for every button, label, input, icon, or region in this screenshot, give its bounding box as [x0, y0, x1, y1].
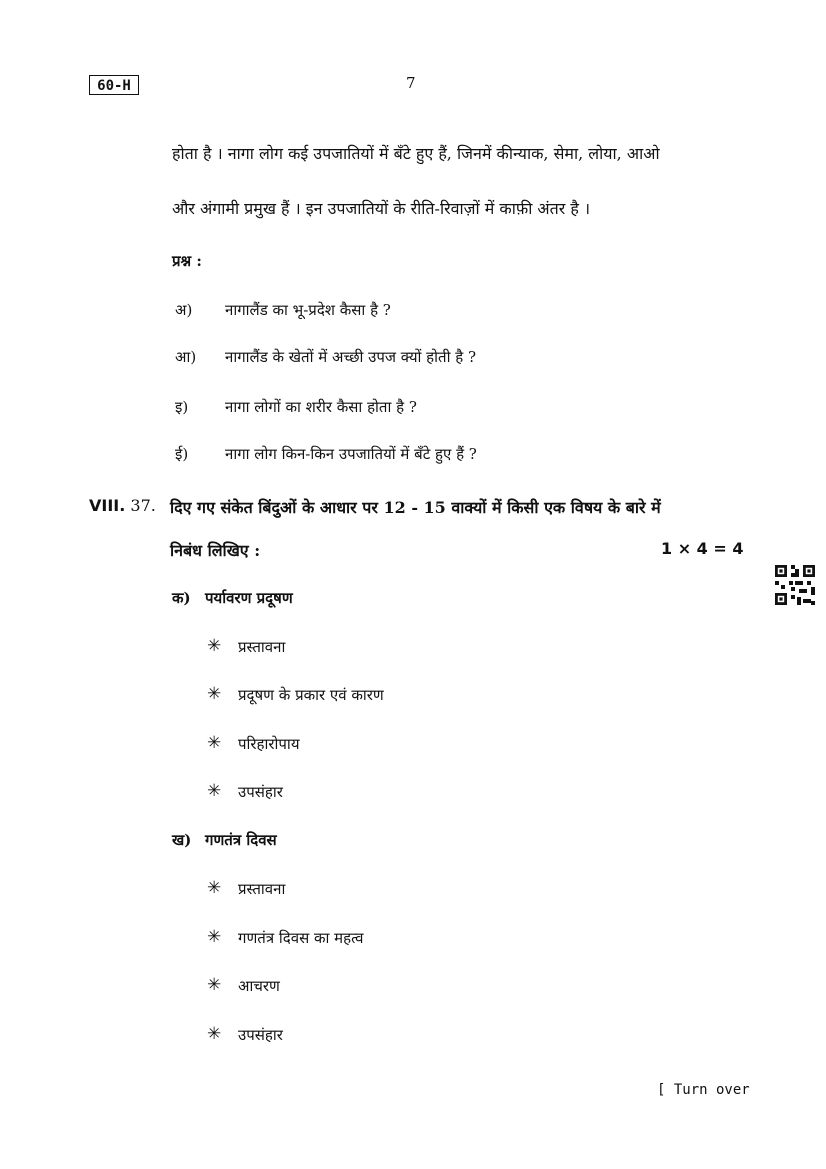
section-roman: VIII. [89, 496, 126, 515]
question-label: इ) [175, 398, 189, 416]
question-text: नागा लोगों का शरीर कैसा होता है ? [225, 398, 417, 416]
topic-point: प्रस्तावना [238, 638, 286, 656]
topic-point: गणतंत्र दिवस का महत्व [238, 929, 364, 947]
question-label: आ) [175, 348, 197, 366]
bullet-star-icon: ✳ [207, 927, 222, 947]
topic-label: क) [172, 589, 191, 607]
bullet-star-icon: ✳ [207, 1024, 222, 1044]
passage-line-2: और अंगामी प्रमुख हैं । इन उपजातियों के रीति-रिवाज़ों में काफ़ी अंतर है । [172, 199, 591, 218]
topic-title: गणतंत्र दिवस [205, 831, 277, 849]
topic-point: प्रस्तावना [238, 880, 286, 898]
bullet-star-icon: ✳ [207, 975, 222, 995]
instruction-line-1: दिए गए संकेत बिंदुओं के आधार पर 12 - 15 वाक्यों में किसी एक विषय के बारे में [170, 498, 661, 517]
page-number: 7 [406, 74, 416, 92]
bullet-star-icon: ✳ [207, 733, 222, 753]
paper-code-box: 60-H [89, 75, 139, 95]
bullet-star-icon: ✳ [207, 636, 222, 656]
topic-point: प्रदूषण के प्रकार एवं कारण [238, 686, 384, 704]
topic-title: पर्यावरण प्रदूषण [205, 589, 293, 607]
turn-over-note: [ Turn over [657, 1082, 750, 1098]
section-number [89, 496, 156, 515]
topic-point: आचरण [238, 977, 280, 995]
questions-heading: प्रश्न : [172, 252, 202, 270]
question-label: ई) [175, 445, 189, 463]
bullet-star-icon: ✳ [207, 878, 222, 898]
question-number: 37. [130, 496, 156, 515]
question-text: नागालैंड के खेतों में अच्छी उपज क्यों होती है ? [225, 348, 476, 366]
topic-point: उपसंहार [238, 1026, 283, 1044]
topic-point: परिहारोपाय [238, 735, 300, 753]
topic-point: उपसंहार [238, 783, 283, 801]
passage-line-1: होता है । नागा लोग कई उपजातियों में बँटे हुए हैं, जिनमें कीन्याक, सेमा, लोया, आओ [172, 144, 660, 163]
question-label: अ) [175, 301, 193, 319]
marks-scheme: 1 × 4 = 4 [661, 539, 744, 558]
question-text: नागालैंड का भू-प्रदेश कैसा है ? [225, 301, 391, 319]
question-text: नागा लोग किन-किन उपजातियों में बँटे हुए हैं ? [225, 445, 477, 463]
instruction-line-2: निबंध लिखिए : [170, 541, 261, 560]
topic-label: ख) [172, 831, 192, 849]
bullet-star-icon: ✳ [207, 781, 222, 801]
bullet-star-icon: ✳ [207, 684, 222, 704]
qr-code-icon [775, 565, 815, 605]
